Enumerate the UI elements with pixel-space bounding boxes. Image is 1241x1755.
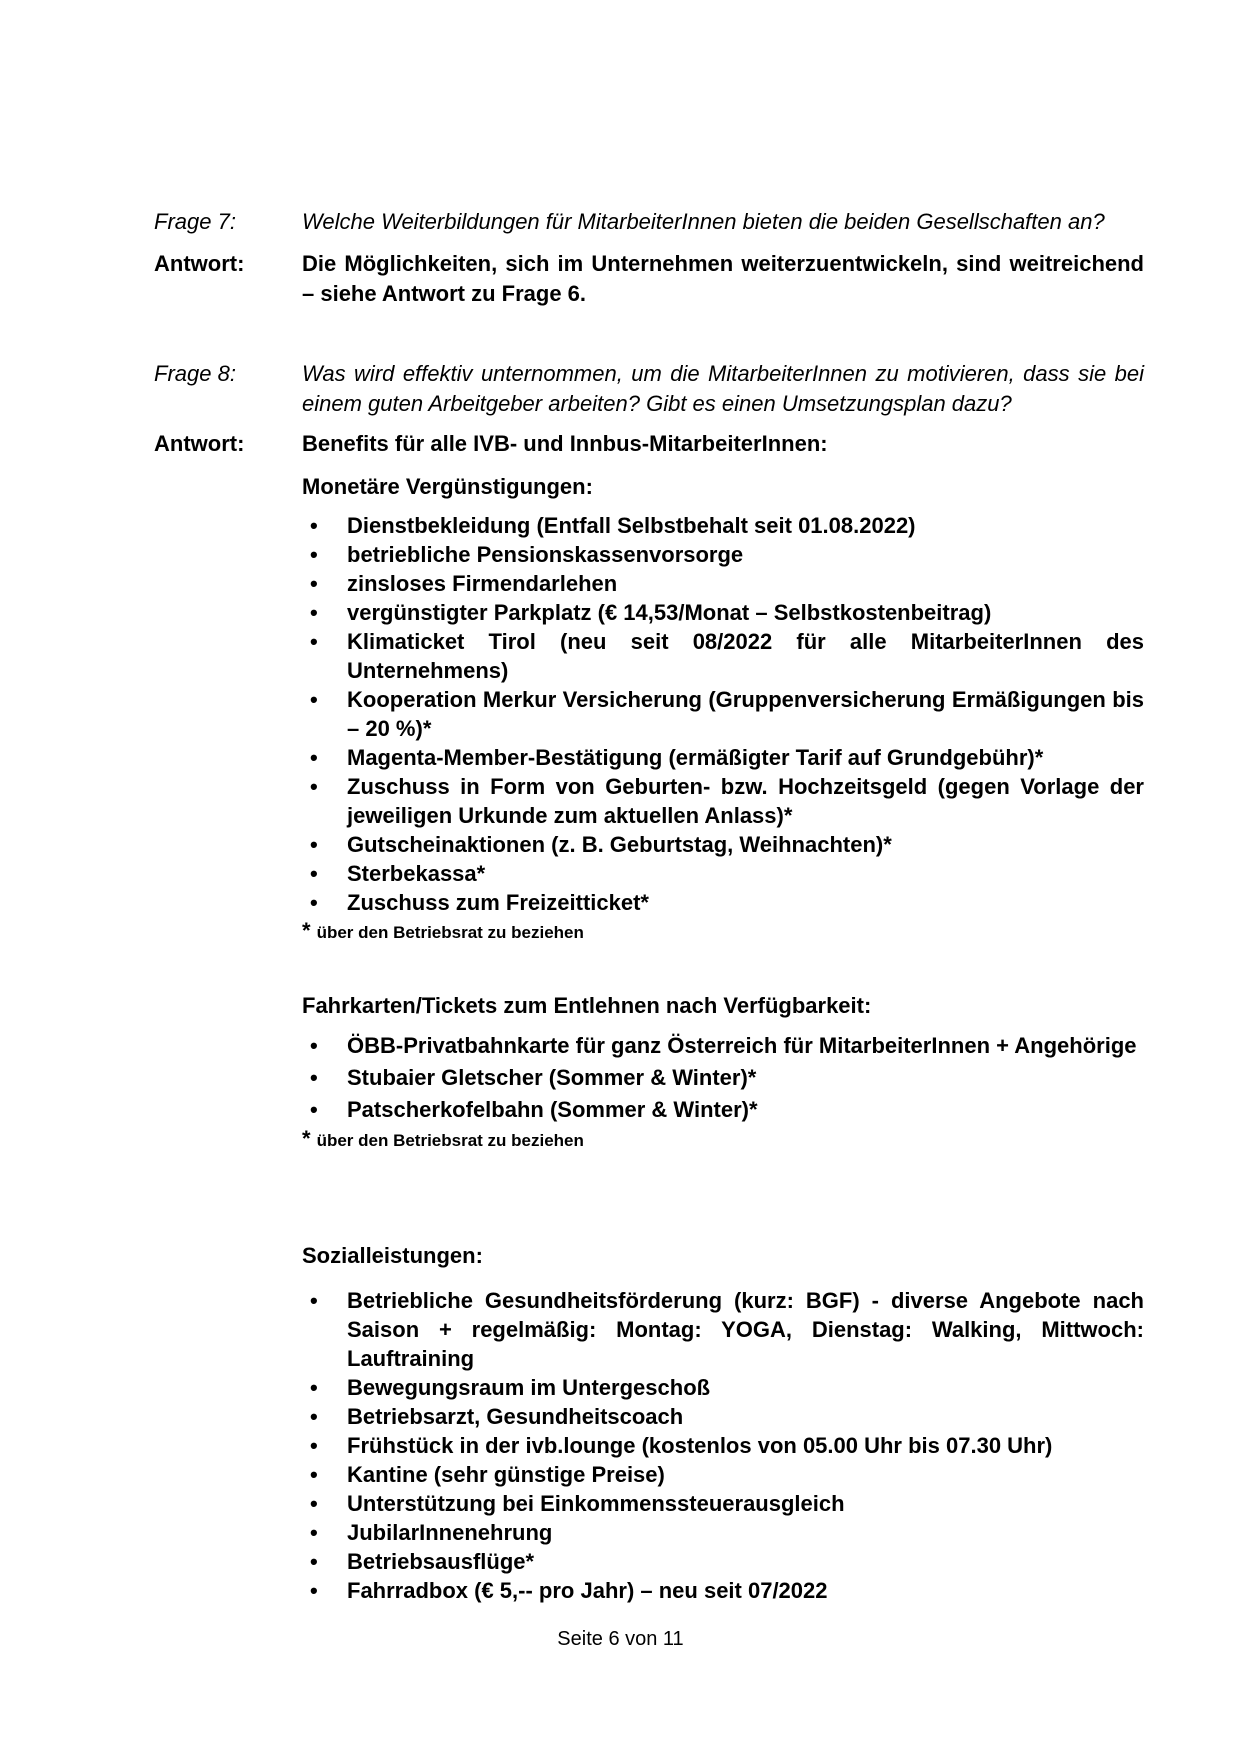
question-7-row — [154, 207, 1144, 237]
monetary-heading: Monetäre Vergünstigungen: — [302, 474, 593, 499]
footnote-text: über den Betriebsrat zu beziehen — [316, 923, 584, 942]
tickets-section — [302, 991, 1144, 1153]
list-item: • Zuschuss zum Freizeitticket* — [302, 888, 1144, 917]
list-item: • JubilarInnenehrung — [302, 1518, 1144, 1547]
answer-7-text: Die Möglichkeiten, sich im Unternehmen weiterzuentwickeln, sind weitreichend – siehe Antwort zu Frage 6. — [302, 251, 1144, 306]
question-8-label: Frage 8: — [154, 361, 236, 386]
question-8-row — [154, 359, 1144, 419]
list-item: • Kooperation Merkur Versicherung (Gruppenversicherung Ermäßigungen bis – 20 %)* — [302, 685, 1144, 743]
tickets-heading: Fahrkarten/Tickets zum Entlehnen nach Verfügbarkeit: — [302, 993, 872, 1018]
question-7-text: Welche Weiterbildungen für MitarbeiterInnen bieten die beiden Gesellschaften an? — [302, 209, 1105, 234]
footnote-text: über den Betriebsrat zu beziehen — [316, 1131, 584, 1150]
list-item: • Zuschuss in Form von Geburten- bzw. Hochzeitsgeld (gegen Vorlage der jeweiligen Urkunde zum aktuellen Anlass)* — [302, 772, 1144, 830]
page-number: Seite 6 von 11 — [557, 1628, 684, 1650]
answer-8-intro: Benefits für alle IVB- und Innbus-MitarbeiterInnen: — [302, 431, 828, 456]
answer-8-label: Antwort: — [154, 431, 245, 456]
answer-7-label: Antwort: — [154, 251, 245, 276]
list-item: • Sterbekassa* — [302, 859, 1144, 888]
list-item: • Unterstützung bei Einkommenssteuerausgleich — [302, 1489, 1144, 1518]
footnote-asterisk: * — [302, 918, 311, 943]
list-item: • Bewegungsraum im Untergeschoß — [302, 1373, 1144, 1402]
list-item: • vergünstigter Parkplatz (€ 14,53/Monat – Selbstkostenbeitrag) — [302, 598, 1144, 627]
list-item: • Magenta-Member-Bestätigung (ermäßigter Tarif auf Grundgebühr)* — [302, 743, 1144, 772]
social-list — [302, 1286, 1144, 1605]
list-item: • Klimaticket Tirol (neu seit 08/2022 für alle MitarbeiterInnen des Unternehmens) — [302, 627, 1144, 685]
list-item: • ÖBB-Privatbahnkarte für ganz Österreich für MitarbeiterInnen + Angehörige — [302, 1031, 1144, 1060]
tickets-footnote — [302, 1127, 1144, 1153]
social-heading: Sozialleistungen: — [302, 1243, 483, 1268]
list-item: • Gutscheinaktionen (z. B. Geburtstag, Weihnachten)* — [302, 830, 1144, 859]
social-section — [302, 1241, 1144, 1605]
question-8-text: Was wird effektiv unternommen, um die MitarbeiterInnen zu motivieren, dass sie bei einem guten Arbeitgeber arbeiten? Gibt es einen Umsetzungsplan dazu? — [302, 361, 1144, 416]
list-item: • Patscherkofelbahn (Sommer & Winter)* — [302, 1095, 1144, 1124]
list-item: • Betriebsarzt, Gesundheitscoach — [302, 1402, 1144, 1431]
list-item: • zinsloses Firmendarlehen — [302, 569, 1144, 598]
answer-7-row — [154, 249, 1144, 309]
monetary-footnote — [302, 919, 1144, 945]
list-item: • Dienstbekleidung (Entfall Selbstbehalt seit 01.08.2022) — [302, 511, 1144, 540]
list-item: • Stubaier Gletscher (Sommer & Winter)* — [302, 1063, 1144, 1092]
list-item: • betriebliche Pensionskassenvorsorge — [302, 540, 1144, 569]
list-item: • Kantine (sehr günstige Preise) — [302, 1460, 1144, 1489]
list-item: • Betriebsausflüge* — [302, 1547, 1144, 1576]
question-7-label: Frage 7: — [154, 209, 236, 234]
answer-8-row — [154, 429, 1144, 459]
monetary-section — [302, 472, 1144, 945]
footnote-asterisk: * — [302, 1126, 311, 1151]
list-item: • Betriebliche Gesundheitsförderung (kurz: BGF) - diverse Angebote nach Saison + regelmäßig: Montag: YOGA, Dienstag: Walking, Mittwoch: Lauftraining — [302, 1286, 1144, 1373]
list-item: • Frühstück in der ivb.lounge (kostenlos von 05.00 Uhr bis 07.30 Uhr) — [302, 1431, 1144, 1460]
tickets-list — [302, 1031, 1144, 1124]
list-item: • Fahrradbox (€ 5,-- pro Jahr) – neu seit 07/2022 — [302, 1576, 1144, 1605]
monetary-list — [302, 511, 1144, 917]
